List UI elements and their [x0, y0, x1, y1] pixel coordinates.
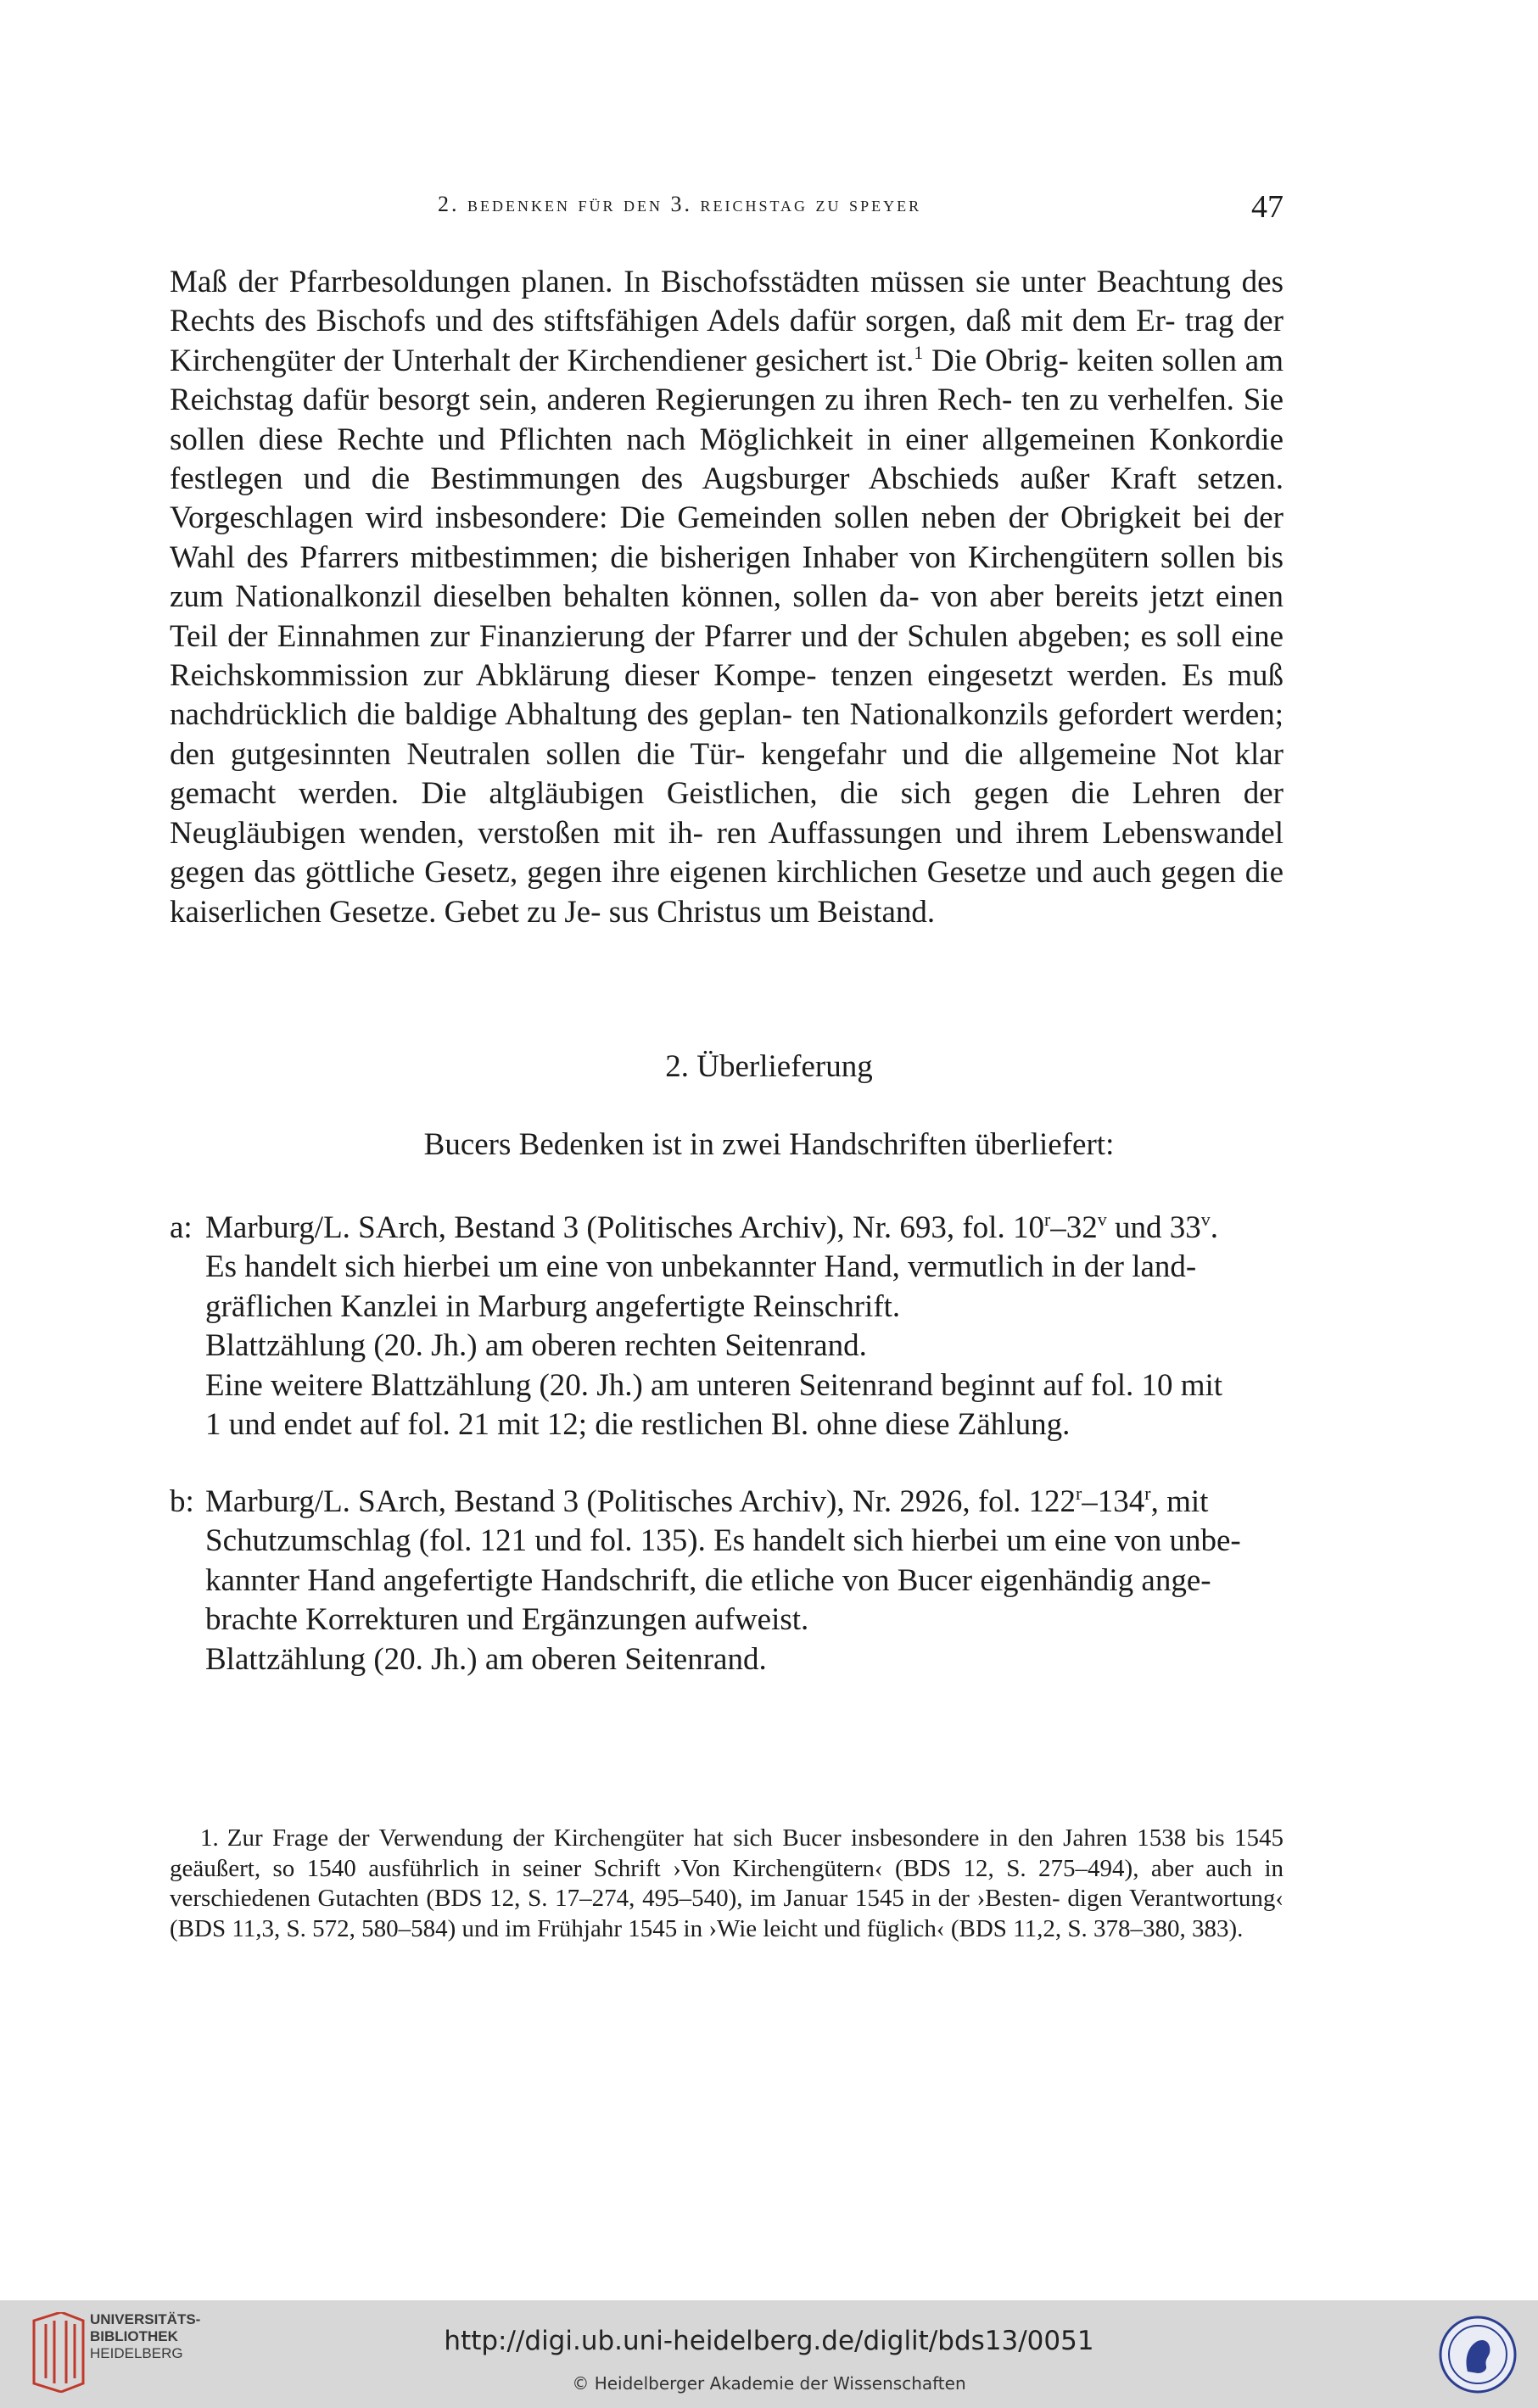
entry-line: kannter Hand angefertigte Handschrift, die etliche von Bucer eigenhändig ange-: [205, 1562, 1211, 1598]
body-line: außer Kraft setzen. Vorgeschlagen wird insbesondere: Die Gemeinden sollen neben: [170, 461, 1284, 536]
footnote-line: Zur Frage der Verwendung der Kirchengüter hat sich Bucer insbesondere in den Jahren 1538: [227, 1824, 1187, 1852]
entry-line: Es handelt sich hierbei um eine von unbekannter Hand, vermutlich in der land-: [205, 1249, 1197, 1285]
footnote-number: 1.: [200, 1824, 219, 1852]
manuscript-entry-a: [170, 1209, 1284, 1444]
permalink-url[interactable]: http://digi.ub.uni-heidelberg.de/diglit/bds13/0051: [444, 2326, 1094, 2356]
body-line: von aber bereits jetzt einen Teil der Einnahmen zur Finanzierung der Pfarrer und: [170, 579, 1284, 654]
body-line: allgemeinen Konkordie festlegen und die Bestimmungen des Augsburger Abschieds: [170, 422, 1284, 497]
recto-verso-mark: r: [1075, 1483, 1082, 1504]
entry-line: 1 und endet auf fol. 21 mit 12; die restlichen Bl. ohne diese Zählung.: [205, 1407, 1071, 1443]
body-line: tenzen eingesetzt werden. Es muß nachdrücklich die baldige Abhaltung des geplan-: [170, 658, 1284, 733]
manuscript-entry-b: [170, 1483, 1284, 1679]
footer-bar: [0, 2300, 1538, 2408]
siglum: a:: [170, 1210, 193, 1245]
entry-line: Schutzumschlag (fol. 121 und fol. 135). Es handelt sich hierbei um eine von unbe-: [205, 1523, 1241, 1559]
entry-line: [205, 1209, 1284, 1248]
entry-line: brachte Korrekturen und Ergänzungen aufweist.: [205, 1602, 809, 1638]
manuscript-description: [205, 1483, 1284, 1679]
running-head: [170, 189, 1284, 226]
entry-line: Eine weitere Blattzählung (20. Jh.) am unteren Seitenrand beginnt auf fol. 10 mit: [205, 1367, 1223, 1403]
entry-line: [205, 1483, 1284, 1522]
body-line: eigenen kirchlichen Gesetze und auch gegen die kaiserlichen Gesetze. Gebet zu Je-: [170, 855, 1284, 930]
footnote-line: digen Verantwortung‹ (BDS 11,3, S. 572, 580–584) und im Frühjahr 1545 in ›Wie leicht und füglich‹: [170, 1885, 1284, 1942]
section-intro: Bucers Bedenken ist in zwei Handschriften überliefert:: [423, 1127, 1115, 1162]
footnote-line: bis 1545 geäußert, so 1540 ausführlich in seiner Schrift ›Von Kirchengütern‹ (BDS 12, S. 275–494),: [170, 1824, 1284, 1882]
body-line: Kirchengütern sollen bis zum Nationalkonzil dieselben behalten können, sollen da-: [170, 539, 1284, 615]
entry-text: und 33: [1106, 1210, 1201, 1245]
footnote: [170, 1824, 1284, 1944]
entry-text: –32: [1050, 1210, 1098, 1245]
entry-text: .: [1210, 1210, 1219, 1245]
body-line: Geistlichen, die sich gegen die Lehren der Neugläubigen wenden, verstoßen mit ih-: [170, 776, 1284, 851]
siglum: b:: [170, 1484, 194, 1519]
body-line: ten Nationalkonzils gefordert werden; den gutgesinnten Neutralen sollen die Tür-: [170, 697, 1284, 772]
footnote-reference[interactable]: 1: [914, 341, 924, 363]
body-line: Maß der Pfarrbesoldungen planen. In Bischofsstädten müssen sie unter Beachtung: [170, 265, 1231, 299]
academy-seal-icon: [1439, 2316, 1517, 2394]
body-line: Die Obrig-: [923, 343, 1069, 378]
body-line: ren Auffassungen und ihrem Lebenswandel gegen das göttliche Gesetz, gegen ihre: [170, 815, 1284, 891]
entry-line: gräflichen Kanzlei in Marburg angefertigte Reinschrift.: [205, 1288, 901, 1324]
recto-verso-mark: r: [1144, 1483, 1151, 1504]
recto-verso-mark: r: [1043, 1209, 1051, 1230]
recto-verso-mark: v: [1200, 1209, 1211, 1230]
body-line: der Obrigkeit bei der Wahl des Pfarrers mitbestimmen; die bisherigen Inhaber von: [170, 500, 1284, 575]
page-number: 47: [1251, 189, 1284, 225]
body-line: keiten sollen am Reichstag dafür besorgt sein, anderen Regierungen zu ihren Rech-: [170, 343, 1284, 418]
footnote-line: (BDS 11,2, S. 378–380, 383).: [950, 1914, 1244, 1942]
entry-text: , mit: [1150, 1484, 1209, 1519]
manuscript-description: [205, 1209, 1284, 1444]
body-line: sus Christus um Beistand.: [608, 894, 936, 930]
entry-text: –134: [1082, 1484, 1145, 1519]
running-head-title: 2. bedenken für den 3. reichstag zu speyer: [438, 192, 922, 216]
library-name-line: HEIDELBERG: [90, 2345, 183, 2361]
entry-line: Blattzählung (20. Jh.) am oberen Seitenrand.: [205, 1641, 767, 1677]
recto-verso-mark: v: [1097, 1209, 1107, 1230]
footnote-line: aber auch in verschiedenen Gutachten (BDS 12, S. 17–274, 495–540), im Januar 1545 in der ›Besten-: [170, 1854, 1284, 1912]
copyright-notice: © Heidelberger Akademie der Wissenschaften: [572, 2373, 966, 2394]
body-line: der Schulen abgeben; es soll eine Reichskommission zur Abklärung dieser Kompe-: [170, 618, 1284, 694]
body-line: kengefahr und die allgemeine Not klar gemacht werden. Die altgläubigen: [170, 736, 1284, 812]
body-paragraph: [170, 263, 1284, 932]
body-line: des Rechts des Bischofs und des stiftsfähigen Adels dafür sorgen, daß mit dem Er-: [170, 265, 1284, 339]
library-name-line: UNIVERSITÄTS-: [90, 2311, 201, 2327]
library-name-line: BIBLIOTHEK: [90, 2328, 178, 2344]
entry-text: Marburg/L. SArch, Bestand 3 (Politisches Archiv), Nr. 2926, fol. 122: [205, 1484, 1076, 1519]
entry-line: Blattzählung (20. Jh.) am oberen rechten Seitenrand.: [205, 1328, 867, 1364]
body-line: ten zu verhelfen. Sie sollen diese Rechte und Pflichten nach Möglichkeit in einer: [170, 383, 1284, 457]
body-line: trag der Kirchengüter der Unterhalt der Kirchendiener gesichert ist.: [170, 304, 1284, 378]
entry-text: Marburg/L. SArch, Bestand 3 (Politisches Archiv), Nr. 693, fol. 10: [205, 1210, 1044, 1245]
section-heading: 2. Überlieferung: [665, 1049, 873, 1084]
